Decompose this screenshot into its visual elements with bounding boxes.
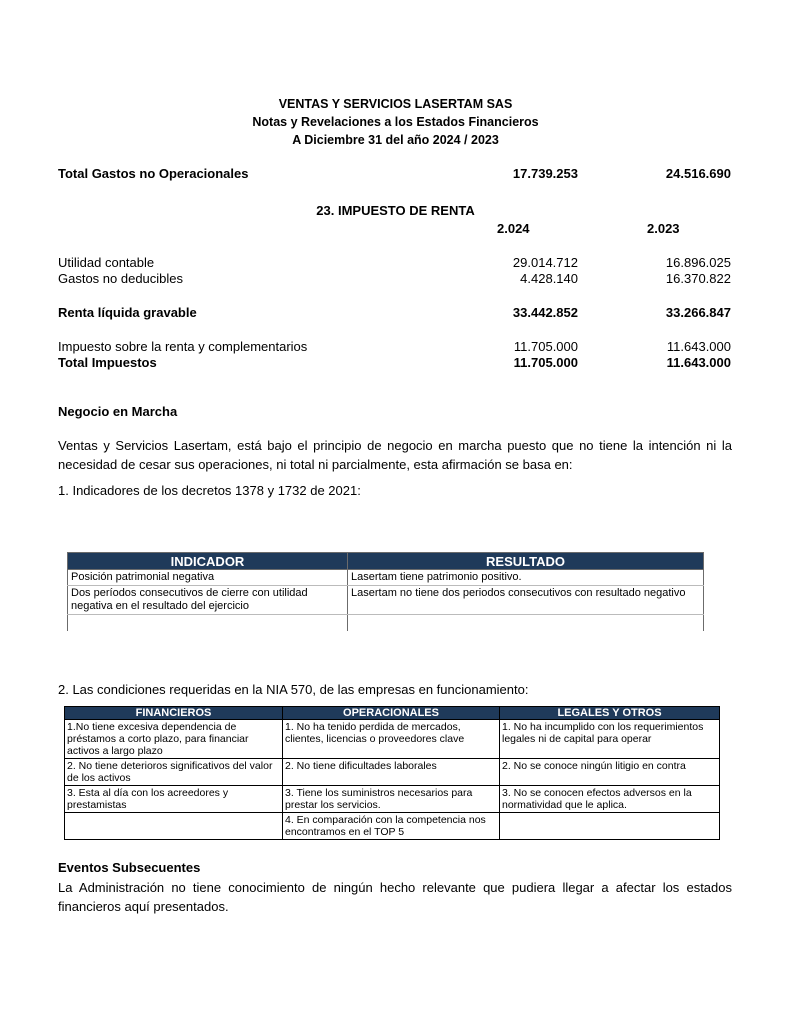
header-financieros: FINANCIEROS (65, 707, 283, 720)
table-row (65, 813, 720, 840)
table-cell: 2. No tiene deterioros significativos del valor de los activos (65, 759, 283, 786)
row-label-gastos-nd: Gastos no deducibles (58, 271, 184, 286)
table-cell: 1. No ha tenido perdida de mercados, clientes, licencias o proveedores clave (283, 720, 500, 759)
table-cell (348, 615, 704, 632)
impuesto-row-2024: 11.705.000 (513, 339, 578, 354)
indicadores-table (67, 552, 704, 631)
table-cell: 3. Esta al día con los acreedores y prestamistas (65, 786, 283, 813)
header-operacionales: OPERACIONALES (283, 707, 500, 720)
table-header-row (65, 707, 720, 720)
negocio-title: Negocio en Marcha (58, 404, 178, 419)
gastos-label: Total Gastos no Operacionales (58, 166, 249, 181)
table-header-row (68, 553, 704, 570)
header-resultado: RESULTADO (348, 553, 704, 570)
year-2024-header: 2.024 (497, 221, 530, 236)
row-label-utilidad: Utilidad contable (58, 255, 155, 270)
row-gastos-nd-2023: 16.370.822 (665, 271, 731, 286)
table-row (68, 570, 704, 586)
table-cell: 2. No se conoce ningún litigio en contra (500, 759, 720, 786)
renta-2024: 33.442.852 (512, 305, 578, 320)
renta-2023: 33.266.847 (665, 305, 731, 320)
table-cell: 3. No se conocen efectos adversos en la normatividad que le aplica. (500, 786, 720, 813)
table-cell: Posición patrimonial negativa (68, 570, 348, 586)
table-cell (500, 813, 720, 840)
document-period: A Diciembre 31 del año 2024 / 2023 (292, 133, 499, 147)
table-cell: Dos períodos consecutivos de cierre con utilidad negativa en el resultado del ejercicio (68, 586, 348, 615)
impuesto-title: 23. IMPUESTO DE RENTA (316, 203, 475, 218)
impuesto-row-2023: 11.643.000 (666, 339, 731, 354)
document-subtitle: Notas y Revelaciones a los Estados Financieros (252, 115, 539, 129)
nia570-table (64, 706, 720, 840)
year-2023-header: 2.023 (647, 221, 680, 236)
row-utilidad-2023: 16.896.025 (665, 255, 731, 270)
header-legales: LEGALES Y OTROS (500, 707, 720, 720)
eventos-title: Eventos Subsecuentes (58, 860, 201, 875)
negocio-point-1: 1. Indicadores de los decretos 1378 y 1732 de 2021: (58, 483, 361, 498)
table-cell (68, 615, 348, 632)
negocio-point-2: 2. Las condiciones requeridas en la NIA 570, de las empresas en funcionamiento: (58, 682, 529, 697)
table-row (65, 759, 720, 786)
total-impuestos-2023: 11.643.000 (666, 355, 731, 370)
gastos-2024: 17.739.253 (512, 166, 578, 181)
table-cell: 4. En comparación con la competencia nos encontramos en el TOP 5 (283, 813, 500, 840)
table-row (65, 786, 720, 813)
negocio-paragraph: Ventas y Servicios Lasertam, está bajo el principio de negocio en marcha puesto que no tiene la intención ni la necesidad de cesar sus operaciones, ni total ni parcialmente, esta afirmación se basa en: (58, 438, 732, 472)
row-gastos-nd-2024: 4.428.140 (520, 271, 578, 286)
header-indicador: INDICADOR (68, 553, 348, 570)
table-cell: Lasertam no tiene dos periodos consecutivos con resultado negativo (348, 586, 704, 615)
table-cell: 1. No ha incumplido con los requerimientos legales ni de capital para operar (500, 720, 720, 759)
table-cell: 3. Tiene los suministros necesarios para prestar los servicios. (283, 786, 500, 813)
table-row (65, 720, 720, 759)
table-cell: Lasertam tiene patrimonio positivo. (348, 570, 704, 586)
gastos-2023: 24.516.690 (665, 166, 731, 181)
table-row-empty (68, 615, 704, 632)
table-cell (65, 813, 283, 840)
eventos-paragraph: La Administración no tiene conocimiento de ningún hecho relevante que pudiera llegar a afectar los estados financieros aquí presentados. (58, 880, 732, 914)
table-row (68, 586, 704, 615)
total-impuestos-2024: 11.705.000 (513, 355, 578, 370)
table-cell: 1.No tiene excesiva dependencia de préstamos a corto plazo, para financiar activos a largo plazo (65, 720, 283, 759)
impuesto-row-label: Impuesto sobre la renta y complementarios (58, 339, 308, 354)
table-cell: 2. No tiene dificultades laborales (283, 759, 500, 786)
total-impuestos-label: Total Impuestos (58, 355, 157, 370)
company-name: VENTAS Y SERVICIOS LASERTAM SAS (278, 97, 513, 111)
renta-label: Renta líquida gravable (58, 305, 197, 320)
row-utilidad-2024: 29.014.712 (512, 255, 578, 270)
